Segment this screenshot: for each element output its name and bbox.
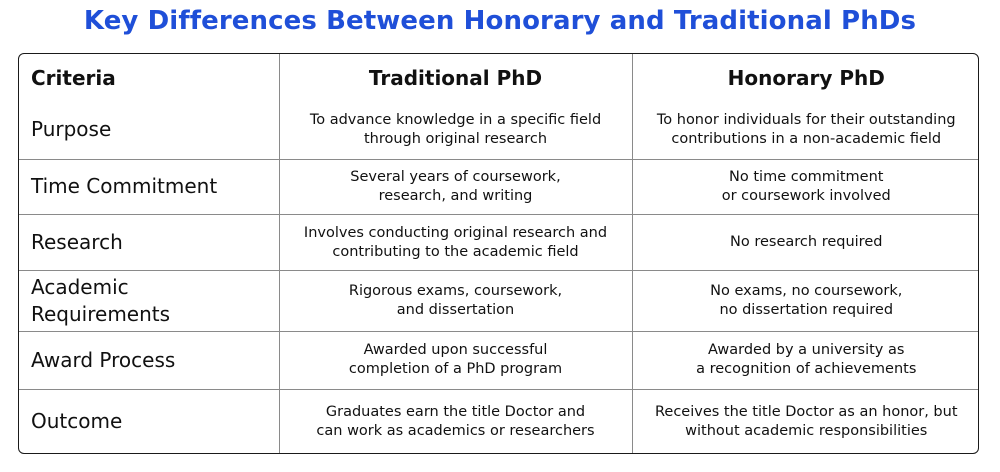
criteria-label: Outcome [31,409,123,434]
cell-text: No time commitment [729,168,884,185]
comparison-table [18,53,979,454]
cell-text: no dissertation required [719,302,894,319]
criteria-cell [19,271,279,331]
cell-text: completion of a PhD program [348,361,563,378]
criteria-cell [19,215,279,271]
header-criteria: Criteria [19,54,279,101]
cell-text: or coursework involved [721,187,891,204]
cell-text: Receives the title Doctor as an honor, but [654,403,958,420]
header-honorary-phd: Honorary PhD [727,65,885,90]
cell-text: Awarded upon successful [363,342,548,359]
cell-text: contributions in a non-academic field [671,130,942,147]
table-row [19,271,979,331]
honorary-cell [632,271,979,331]
criteria-cell [19,159,279,214]
honorary-cell [632,101,979,159]
criteria-label: Time Commitment [31,174,218,199]
cell-text: through original research [363,130,548,147]
criteria-label: Award Process [31,347,176,372]
honorary-cell [632,215,979,271]
cell-text: Awarded by a university as [708,342,905,359]
traditional-cell [279,271,632,331]
page-title: Key Differences Between Honorary and Traditional PhDs [83,6,917,36]
cell-text: To honor individuals for their outstanding [656,111,956,128]
criteria-cell [19,101,279,159]
cell-text: can work as academics or researchers [316,422,595,439]
cell-text: Rigorous exams, coursework, [348,283,563,300]
cell-text: Involves conducting original research and [303,224,608,241]
cell-text: No exams, no coursework, [710,283,903,300]
cell-text: No research required [730,234,883,251]
traditional-cell [279,331,632,389]
header-traditional-phd: Traditional PhD [279,54,632,101]
criteria-label: Requirements [31,302,171,327]
criteria-label: Purpose [31,117,112,142]
cell-text: a recognition of achievements [696,361,917,378]
cell-text: without academic responsibilities [685,422,928,439]
cell-text: To advance knowledge in a specific field [309,111,602,128]
table-row [19,101,979,159]
traditional-cell [279,159,632,214]
table-header-row [19,54,979,101]
table-row [19,215,979,271]
traditional-cell [279,101,632,159]
criteria-label: Research [31,230,123,255]
criteria-label: Academic [31,275,129,300]
cell-text: Graduates earn the title Doctor and [325,403,586,420]
cell-text: contributing to the academic field [332,243,579,260]
traditional-cell [279,390,632,453]
honorary-cell [632,331,979,389]
cell-text: and dissertation [396,302,515,319]
criteria-cell [19,331,279,389]
honorary-cell [632,159,979,214]
table-row [19,159,979,214]
criteria-cell [19,390,279,453]
table-row [19,331,979,389]
cell-text: Several years of coursework, [350,168,561,185]
honorary-cell [632,390,979,453]
table-row [19,390,979,453]
traditional-cell [279,215,632,271]
cell-text: research, and writing [378,187,533,204]
